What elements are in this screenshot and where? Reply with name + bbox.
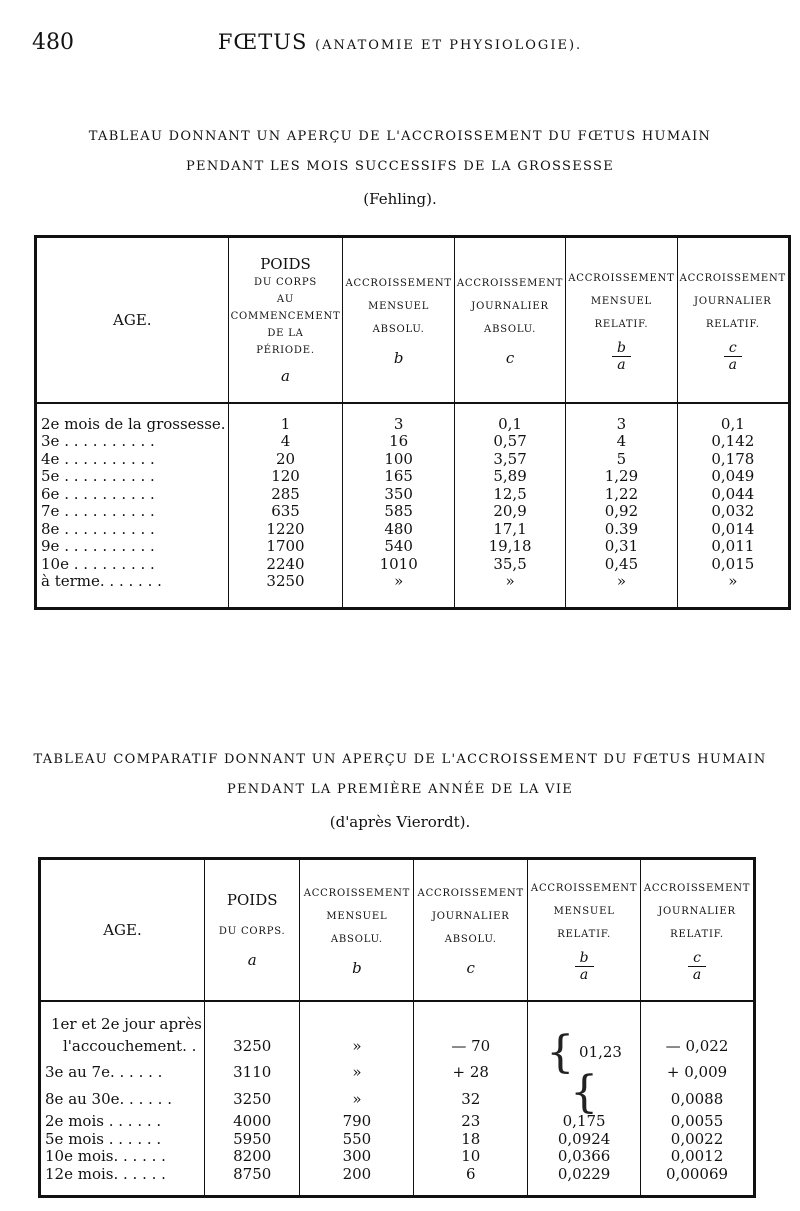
age-cell: 5e . . . . . . . . . . — [41, 467, 155, 485]
mensuel-absolu-cell: 3 — [343, 403, 454, 434]
table-row — [40, 1148, 755, 1166]
mensuel-relatif-grouped-value: 01,23 — [579, 1043, 622, 1061]
mensuel-relatif-cell: 0,0366 — [528, 1148, 641, 1166]
journalier-absolu-cell: 18 — [414, 1131, 528, 1149]
table1-header-poids: POIDS DU CORPS AU COMMENCEMENT DE LA PÉRIODE. a — [228, 237, 343, 403]
journalier-absolu-cell: 3,57 — [454, 451, 565, 469]
running-head-title: FŒTUS — [217, 30, 308, 54]
table-row — [36, 403, 790, 434]
journalier-absolu-cell: + 28 — [414, 1060, 528, 1087]
table2 — [38, 857, 756, 1198]
journalier-absolu-cell: 10 — [414, 1148, 528, 1166]
age-cell: 2e mois . . . . . . — [45, 1112, 162, 1130]
table1-header-journalier-relatif: ACCROISSEMENT JOURNALIER RELATIF. $\frac{c}{a}$ — [677, 237, 789, 403]
mensuel-relatif-grouped-cell — [528, 1027, 641, 1118]
journalier-absolu-cell: 12,5 — [454, 486, 565, 504]
age-cell: 3e . . . . . . . . . . — [41, 432, 155, 450]
age-cell: 1er et 2e jour après — [51, 1014, 202, 1033]
mensuel-relatif-cell: 0,92 — [566, 503, 677, 521]
poids-cell: 120 — [228, 468, 343, 486]
journalier-relatif-cell: » — [677, 573, 789, 608]
poids-cell: 1220 — [228, 521, 343, 539]
table2-header-mensuel-relatif: ACCROISSEMENT MENSUEL RELATIF. $\frac{b}{a}$ — [528, 859, 641, 1001]
poids-cell: 5950 — [204, 1131, 300, 1149]
mensuel-relatif-cell: 0,0229 — [528, 1166, 641, 1197]
table-row — [40, 1166, 755, 1197]
journalier-relatif-cell: 0,0055 — [641, 1113, 755, 1131]
table-row — [36, 521, 790, 539]
age-cell: 8e . . . . . . . . . . — [41, 519, 155, 538]
table-row — [36, 468, 790, 486]
table2-header-age: AGE. — [40, 859, 205, 1001]
mensuel-absolu-cell: 1010 — [343, 556, 454, 574]
mensuel-relatif-cell: 1,29 — [566, 468, 677, 486]
running-head — [0, 30, 800, 54]
age-cell: 12e mois. . . . . . — [45, 1164, 166, 1183]
mensuel-absolu-cell: 16 — [343, 433, 454, 451]
mensuel-absolu-cell: 200 — [300, 1166, 414, 1197]
journalier-relatif-cell: 0,00069 — [641, 1166, 755, 1197]
journalier-relatif-cell: 0,0088 — [641, 1086, 755, 1113]
mensuel-relatif-cell: 0,31 — [566, 538, 677, 556]
journalier-absolu-cell: 5,89 — [454, 468, 565, 486]
table1-source: (Fehling). — [363, 190, 437, 208]
journalier-relatif-cell: 0,044 — [677, 486, 789, 504]
age-cell: 5e mois . . . . . . — [45, 1129, 162, 1148]
journalier-relatif-cell: + 0,009 — [641, 1060, 755, 1087]
table1-caption-line1: TABLEAU DONNANT UN APERÇU DE L'ACCROISSEMENT DU FŒTUS HUMAIN — [88, 129, 712, 144]
table2-header-mensuel-absolu: ACCROISSEMENT MENSUEL ABSOLU. b — [300, 859, 414, 1001]
journalier-absolu-cell: 20,9 — [454, 503, 565, 521]
table-row — [36, 433, 790, 451]
age-cell: l'accouchement. . — [63, 1036, 197, 1055]
poids-cell: 2240 — [228, 556, 343, 574]
poids-cell: 3250 — [228, 573, 343, 608]
poids-cell: 1700 — [228, 538, 343, 556]
age-cell: 8e au 30e. . . . . . — [45, 1089, 172, 1108]
journalier-absolu-cell: 0,1 — [454, 403, 565, 434]
table1-caption — [0, 122, 800, 214]
mensuel-absolu-cell: » — [343, 573, 454, 608]
journalier-relatif-cell: 0,1 — [677, 403, 789, 434]
mensuel-relatif-cell: 0,0924 — [528, 1131, 641, 1149]
mensuel-absolu-cell: 550 — [300, 1131, 414, 1149]
table-row — [36, 573, 790, 608]
table-row — [40, 1086, 755, 1113]
mensuel-relatif-cell: 5 — [566, 451, 677, 469]
journalier-absolu-cell: 19,18 — [454, 538, 565, 556]
poids-cell: 4 — [228, 433, 343, 451]
age-cell: 3e au 7e. . . . . . — [45, 1063, 163, 1082]
table-row — [36, 451, 790, 469]
table-row — [40, 1060, 755, 1087]
journalier-absolu-cell: 23 — [414, 1113, 528, 1131]
age-cell: à terme. . . . . . . — [41, 572, 162, 590]
age-cell: 2e mois de la grossesse. — [41, 414, 226, 433]
table2-header-journalier-relatif: ACCROISSEMENT JOURNALIER RELATIF. $\frac{c}{a}$ — [641, 859, 755, 1001]
poids-cell: 1 — [228, 403, 343, 434]
table2-source: (d'après Vierordt). — [329, 813, 471, 831]
age-cell: 6e . . . . . . . . . . — [41, 484, 155, 503]
age-cell: 9e . . . . . . . . . . — [41, 537, 155, 555]
page-number: 480 — [32, 30, 74, 55]
table1-caption-line2: PENDANT LES MOIS SUCCESSIFS DE LA GROSSESSE — [186, 159, 614, 174]
poids-cell: 285 — [228, 486, 343, 504]
journalier-relatif-cell: 0,178 — [677, 451, 789, 469]
journalier-relatif-cell: 0,049 — [677, 468, 789, 486]
journalier-relatif-cell: 0,0022 — [641, 1131, 755, 1149]
mensuel-absolu-cell: 300 — [300, 1148, 414, 1166]
mensuel-absolu-cell: 790 — [300, 1113, 414, 1131]
table1 — [34, 235, 791, 610]
table2-caption-line1: TABLEAU COMPARATIF DONNANT UN APERÇU DE L'ACCROISSEMENT DU FŒTUS HUMAIN — [33, 752, 767, 767]
mensuel-relatif-cell: 1,22 — [566, 486, 677, 504]
table-row — [36, 503, 790, 521]
table1-header-mensuel-absolu: ACCROISSEMENT MENSUEL ABSOLU. b — [343, 237, 454, 403]
poids-cell: 4000 — [204, 1113, 300, 1131]
journalier-absolu-cell: — 70 — [414, 1033, 528, 1060]
mensuel-relatif-cell: » — [566, 573, 677, 608]
mensuel-relatif-cell: 0,175 — [528, 1113, 641, 1131]
table-row — [36, 538, 790, 556]
poids-cell: 3250 — [204, 1086, 300, 1113]
table-row — [40, 1001, 755, 1034]
poids-cell: 20 — [228, 451, 343, 469]
table2-header-poids: POIDS DU CORPS. a — [204, 859, 300, 1001]
journalier-relatif-cell: — 0,022 — [641, 1033, 755, 1060]
table-row — [40, 1033, 755, 1060]
poids-cell: 8200 — [204, 1148, 300, 1166]
journalier-absolu-cell: 0,57 — [454, 433, 565, 451]
age-cell: 10e mois. . . . . . — [45, 1147, 166, 1165]
running-head-subtitle: (ANATOMIE ET PHYSIOLOGIE). — [315, 38, 583, 53]
poids-cell: 635 — [228, 503, 343, 521]
journalier-absolu-cell: 6 — [414, 1166, 528, 1197]
table-row — [40, 1131, 755, 1149]
mensuel-absolu-cell: » — [300, 1033, 414, 1060]
journalier-relatif-cell: 0,014 — [677, 521, 789, 539]
journalier-relatif-cell: 0,0012 — [641, 1148, 755, 1166]
table1-header-journalier-absolu: ACCROISSEMENT JOURNALIER ABSOLU. c — [454, 237, 565, 403]
journalier-relatif-cell: 0,015 — [677, 556, 789, 574]
right-brace-icon: { — [570, 1067, 599, 1118]
table1-header-age: AGE. — [36, 237, 229, 403]
journalier-absolu-cell: 35,5 — [454, 556, 565, 574]
table2-header-journalier-absolu: ACCROISSEMENT JOURNALIER ABSOLU. c — [414, 859, 528, 1001]
poids-cell: 8750 — [204, 1166, 300, 1197]
mensuel-absolu-cell: 480 — [343, 521, 454, 539]
left-brace-icon: { — [546, 1027, 575, 1078]
journalier-absolu-cell: 32 — [414, 1086, 528, 1113]
mensuel-absolu-cell: 540 — [343, 538, 454, 556]
age-cell: 7e . . . . . . . . . . — [41, 502, 155, 520]
age-cell: 4e . . . . . . . . . . — [41, 449, 155, 468]
poids-cell: 3250 — [204, 1033, 300, 1060]
journalier-absolu-cell: » — [454, 573, 565, 608]
table2-caption-line2: PENDANT LA PREMIÈRE ANNÉE DE LA VIE — [226, 782, 574, 797]
table2-caption — [0, 745, 800, 837]
poids-cell: 3110 — [204, 1060, 300, 1087]
mensuel-absolu-cell: » — [300, 1060, 414, 1087]
mensuel-absolu-cell: 585 — [343, 503, 454, 521]
mensuel-absolu-cell: 100 — [343, 451, 454, 469]
mensuel-relatif-cell: 0,45 — [566, 556, 677, 574]
table-row — [36, 486, 790, 504]
journalier-relatif-cell: 0,142 — [677, 433, 789, 451]
mensuel-absolu-cell: 350 — [343, 486, 454, 504]
table1-header-mensuel-relatif: ACCROISSEMENT MENSUEL RELATIF. $\frac{b}{a}$ — [566, 237, 677, 403]
journalier-absolu-cell: 17,1 — [454, 521, 565, 539]
mensuel-relatif-cell: 4 — [566, 433, 677, 451]
mensuel-relatif-cell: 3 — [566, 403, 677, 434]
table-row — [36, 556, 790, 574]
journalier-relatif-cell: 0,032 — [677, 503, 789, 521]
mensuel-relatif-cell: 0.39 — [566, 521, 677, 539]
table-row — [40, 1113, 755, 1131]
mensuel-absolu-cell: » — [300, 1086, 414, 1113]
age-cell: 10e . . . . . . . . . — [41, 554, 155, 573]
mensuel-absolu-cell: 165 — [343, 468, 454, 486]
journalier-relatif-cell: 0,011 — [677, 538, 789, 556]
